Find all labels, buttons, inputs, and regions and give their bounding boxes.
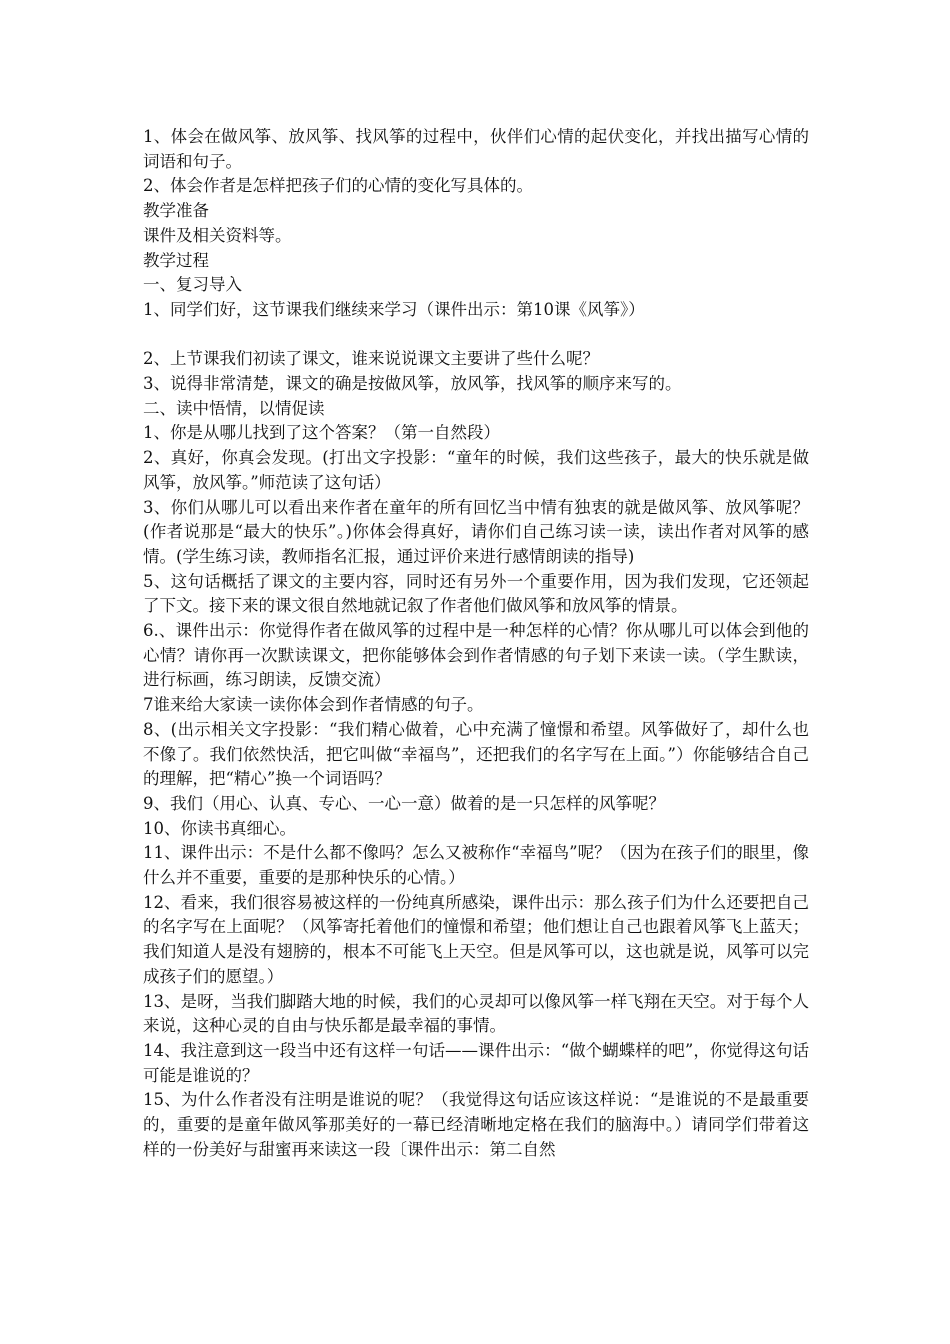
paragraph: 1、体会在做风筝、放风筝、找风筝的过程中，伙伴们心情的起伏变化，并找出描写心情的词语和句子。	[143, 127, 809, 171]
paragraph: 2、真好，你真会发现。(打出文字投影：“童年的时候，我们这些孩子，最大的快乐就是做风筝，放风筝。”师范读了这句话）	[143, 448, 809, 492]
paragraph: 8、(出示相关文字投影：“我们精心做着，心中充满了憧憬和希望。风筝做好了，却什么也不像了。我们依然快活，把它叫做“幸福鸟”，还把我们的名字写在上面。”）你能够结合自己的理解，把“精心”换一个词语吗？	[143, 719, 809, 789]
paragraph: 12、看来，我们很容易被这样的一份纯真所感染，课件出示：那么孩子们为什么还要把自己的名字写在上面呢？（风筝寄托着他们的憧憬和希望；他们想让自己也跟着风筝飞上蓝天；我们知道人是没有翅膀的，根本不可能飞上天空。但是风筝可以，这也就是说，风筝可以完成孩子们的愿望。）	[143, 892, 809, 986]
paragraph: 3、说得非常清楚，课文的确是按做风筝，放风筝，找风筝的顺序来写的。	[143, 374, 682, 394]
document-body	[143, 125, 809, 1163]
blank-line	[143, 323, 809, 348]
paragraph: 11、课件出示：不是什么都不像吗？怎么又被称作“幸福鸟”呢？（因为在孩子们的眼里，像什么并不重要，重要的是那种快乐的心情。）	[143, 843, 809, 888]
paragraph: 13、是呀，当我们脚踏大地的时候，我们的心灵却可以像风筝一样飞翔在天空。对于每个人来说，这种心灵的自由与快乐都是最幸福的事情。	[143, 991, 809, 1036]
paragraph: 5、这句话概括了课文的主要内容，同时还有另外一个重要作用，因为我们发现，它还领起了下文。接下来的课文很自然地就记叙了作者他们做风筝和放风筝的情景。	[143, 571, 809, 616]
paragraph: 1、你是从哪儿找到了这个答案？（第一自然段）	[143, 423, 500, 443]
paragraph: 3、你们从哪儿可以看出来作者在童年的所有回忆当中情有独衷的就是做风筝、放风筝呢？(作者说那是“最大的快乐”。)你体会得真好，请你们自己练习读一读，读出作者对风筝的感情。(学生练习读，教师指名汇报，通过评价来进行感情朗读的指导)	[143, 497, 809, 566]
paragraph: 课件及相关资料等。	[143, 225, 292, 245]
paragraph: 2、上节课我们初读了课文，谁来说说课文主要讲了些什么呢？	[143, 349, 599, 369]
paragraph: 教学准备	[143, 201, 209, 221]
paragraph: 14、我注意到这一段当中还有这样一句话——课件出示：“做个蝴蝶样的吧”，你觉得这句话可能是谁说的？	[143, 1041, 809, 1085]
paragraph: 15、为什么作者没有注明是谁说的呢？（我觉得这句话应该这样说：“是谁说的不是最重要的，重要的是童年做风筝那美好的一幕已经清晰地定格在我们的脑海中。）请同学们带着这样的一份美好与甜蜜再来读这一段〔课件出示：第二自然	[143, 1090, 809, 1159]
paragraph: 7谁来给大家读一读你体会到作者情感的句子。	[143, 695, 484, 715]
paragraph: 6.、课件出示：你觉得作者在做风筝的过程中是一种怎样的心情？你从哪儿可以体会到他的心情？请你再一次默读课文，把你能够体会到作者情感的句子划下来读一读。（学生默读，进行标画，练习朗读，反馈交流）	[143, 621, 809, 690]
paragraph: 教学过程	[143, 250, 209, 270]
paragraph: 10、你读书真细心。	[143, 818, 296, 838]
paragraph: 二、读中悟情，以情促读	[143, 398, 325, 418]
paragraph: 2、体会作者是怎样把孩子们的心情的变化写具体的。	[143, 176, 533, 196]
paragraph: 1、同学们好，这节课我们继续来学习（课件出示：第10课《风筝》）	[143, 299, 645, 319]
paragraph: 一、复习导入	[143, 275, 242, 295]
paragraph: 9、我们（用心、认真、专心、一心一意）做着的是一只怎样的风筝呢？	[143, 793, 665, 813]
